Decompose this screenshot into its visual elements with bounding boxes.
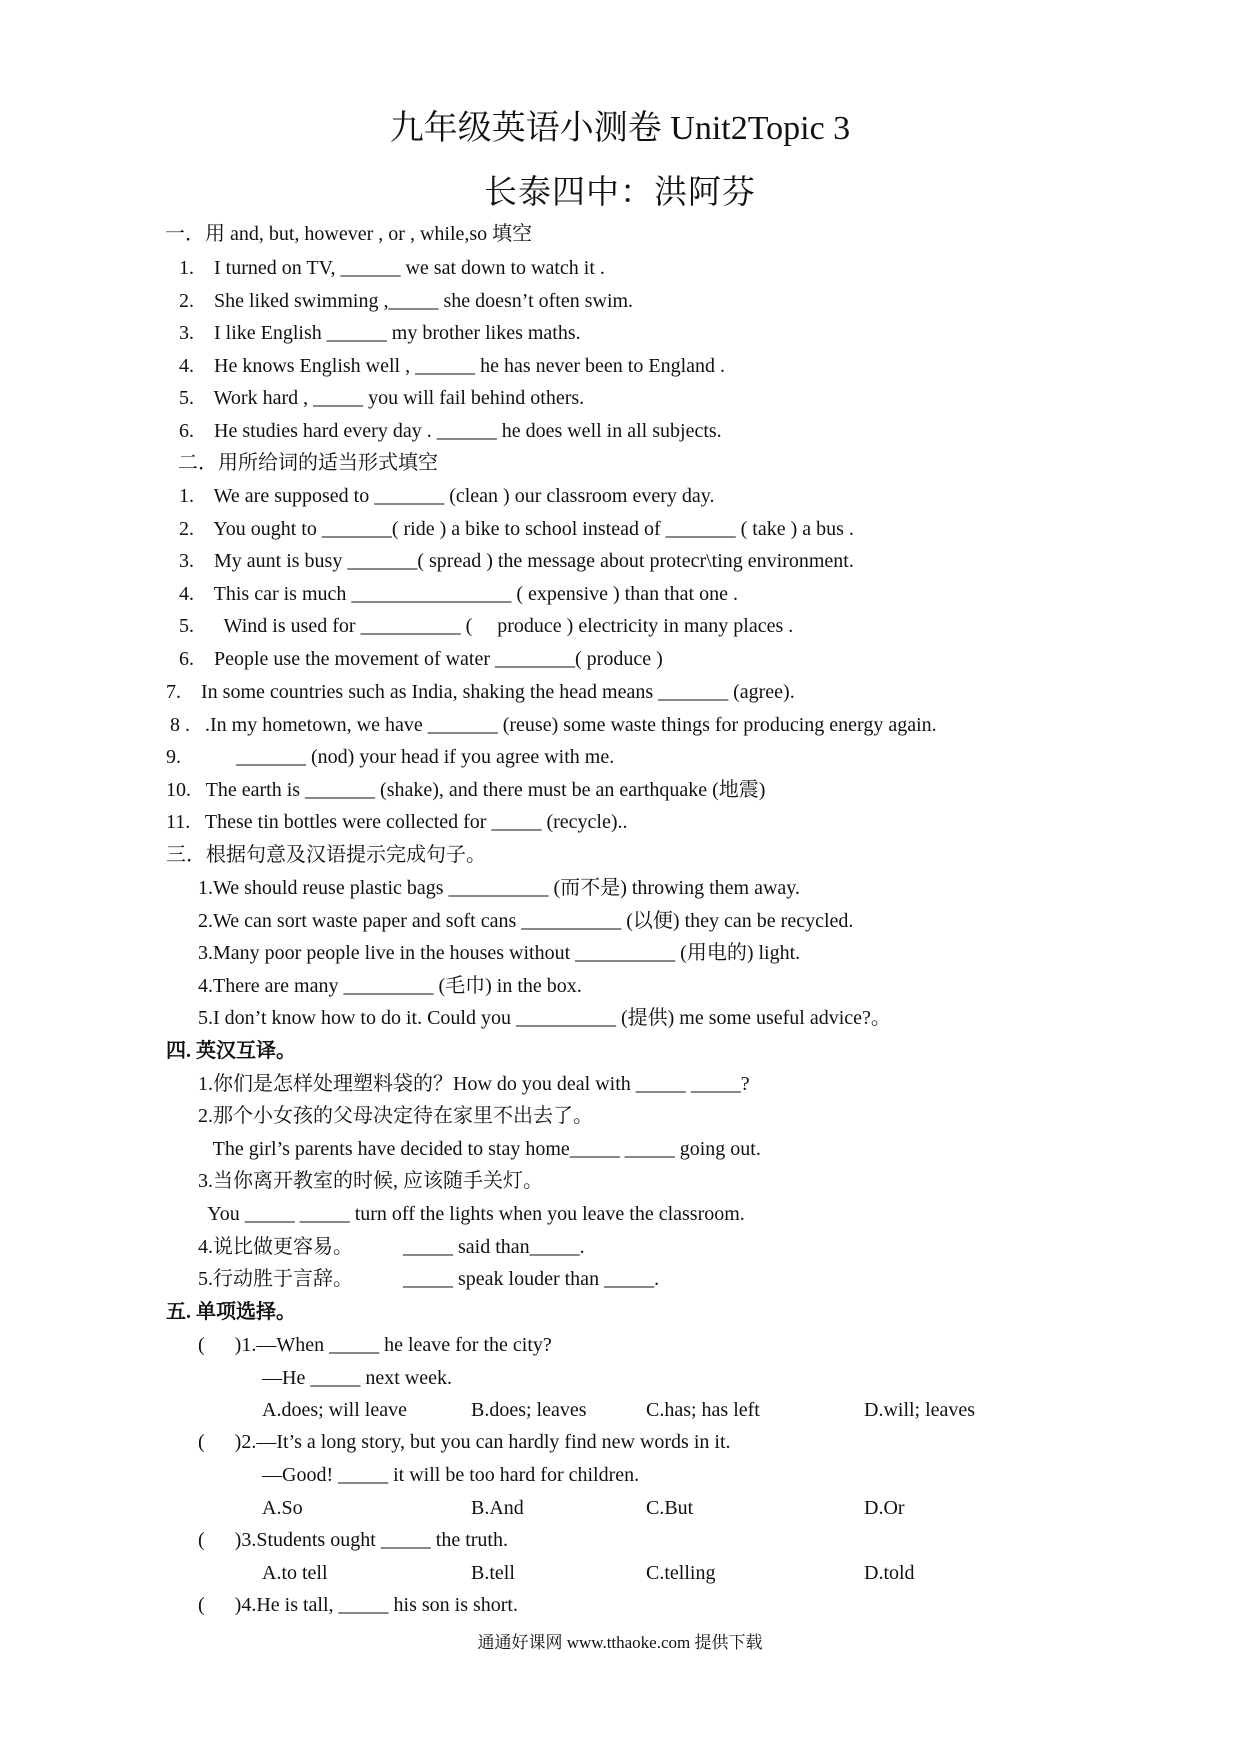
s3-item: 4.There are many _________ (毛巾) in the box.	[198, 975, 582, 997]
s2-item: 11. These tin bottles were collected for _____ (recycle)..	[166, 811, 628, 833]
s3-item: 2.We can sort waste paper and soft cans __________ (以便) they can be recycled.	[198, 910, 854, 932]
s1-item: 3. I like English ______ my brother likes maths.	[179, 322, 581, 344]
q2-stem-2: —Good! _____ it will be too hard for children.	[262, 1464, 640, 1486]
s1-item: 1. I turned on TV, ______ we sat down to watch it .	[179, 257, 605, 279]
q4-stem: ( )4.He is tall, _____ his son is short.	[198, 1594, 518, 1616]
section-1-heading: 一．用 and, but, however , or , while,so 填空	[165, 223, 533, 245]
s1-item: 6. He studies hard every day . ______ he does well in all subjects.	[179, 420, 722, 442]
s3-item: 3.Many poor people live in the houses without __________ (用电的) light.	[198, 942, 801, 964]
s2-item: 4. This car is much ________________ ( expensive ) than that one .	[179, 583, 738, 605]
q2-option-d: D.Or	[864, 1497, 905, 1519]
s2-item: 8 . .In my hometown, we have _______ (reuse) some waste things for producing energy again.	[170, 714, 937, 736]
q2-option-c: C.But	[646, 1497, 694, 1519]
q3-option-c: C.telling	[646, 1562, 716, 1584]
s2-item: 9. _______ (nod) your head if you agree with me.	[166, 746, 615, 768]
s2-item: 6. People use the movement of water ________( produce )	[179, 648, 663, 670]
s2-item: 10. The earth is _______ (shake), and there must be an earthquake (地震)	[166, 779, 766, 801]
s4-item: You _____ _____ turn off the lights when you leave the classroom.	[198, 1203, 745, 1225]
q1-option-d: D.will; leaves	[864, 1399, 976, 1421]
s2-item: 2. You ought to _______( ride ) a bike to school instead of _______ ( take ) a bus .	[179, 518, 854, 540]
q1-option-a: A.does; will leave	[262, 1399, 407, 1421]
s4-item: 2.那个小女孩的父母决定待在家里不出去了。	[198, 1105, 593, 1127]
q3-option-b: B.tell	[471, 1562, 515, 1584]
s2-item: 5. Wind is used for __________ ( produce ) electricity in many places .	[179, 615, 794, 637]
section-2-heading: 二．用所给词的适当形式填空	[178, 452, 438, 474]
page-title: 九年级英语小测卷 Unit2Topic 3	[389, 110, 851, 147]
s1-item: 4. He knows English well , ______ he has never been to England .	[179, 355, 726, 377]
section-5-heading: 五. 单项选择。	[166, 1301, 296, 1323]
s3-item: 5.I don’t know how to do it. Could you __________ (提供) me some useful advice?。	[198, 1007, 891, 1029]
q1-option-c: C.has; has left	[646, 1399, 760, 1421]
s4-item: 4.说比做更容易。 _____ said than_____.	[198, 1236, 585, 1258]
s2-item: 3. My aunt is busy _______( spread ) the message about protecr\ting environment.	[179, 550, 854, 572]
q2-option-a: A.So	[262, 1497, 303, 1519]
s4-item: 1.你们是怎样处理塑料袋的？How do you deal with _____ _____?	[198, 1073, 750, 1095]
q1-option-b: B.does; leaves	[471, 1399, 587, 1421]
q1-stem-2: —He _____ next week.	[262, 1367, 452, 1389]
s4-item: The girl’s parents have decided to stay home_____ _____ going out.	[198, 1138, 761, 1160]
q3-option-d: D.told	[864, 1562, 915, 1584]
footer-credit: 通通好课网 www.tthaoke.com 提供下载	[477, 1633, 763, 1652]
s1-item: 5. Work hard , _____ you will fail behind others.	[179, 387, 585, 409]
s4-item: 5.行动胜于言辞。 _____ speak louder than _____.	[198, 1268, 660, 1290]
q3-option-a: A.to tell	[262, 1562, 328, 1584]
s1-item: 2. She liked swimming ,_____ she doesn’t often swim.	[179, 290, 634, 312]
q2-stem: ( )2.—It’s a long story, but you can hardly find new words in it.	[198, 1431, 731, 1453]
page-subtitle: 长泰四中：洪阿芬	[484, 175, 756, 211]
s4-item: 3.当你离开教室的时候, 应该随手关灯。	[198, 1170, 543, 1192]
q1-stem: ( )1.—When _____ he leave for the city?	[198, 1334, 552, 1356]
s2-item: 1. We are supposed to _______ (clean ) our classroom every day.	[179, 485, 715, 507]
s2-item: 7. In some countries such as India, shaking the head means _______ (agree).	[166, 681, 795, 703]
section-4-heading: 四. 英汉互译。	[166, 1040, 296, 1062]
q2-option-b: B.And	[471, 1497, 524, 1519]
section-3-heading: 三．根据句意及汉语提示完成句子。	[166, 844, 486, 866]
q3-stem: ( )3.Students ought _____ the truth.	[198, 1529, 508, 1551]
s3-item: 1.We should reuse plastic bags __________ (而不是) throwing them away.	[198, 877, 800, 899]
